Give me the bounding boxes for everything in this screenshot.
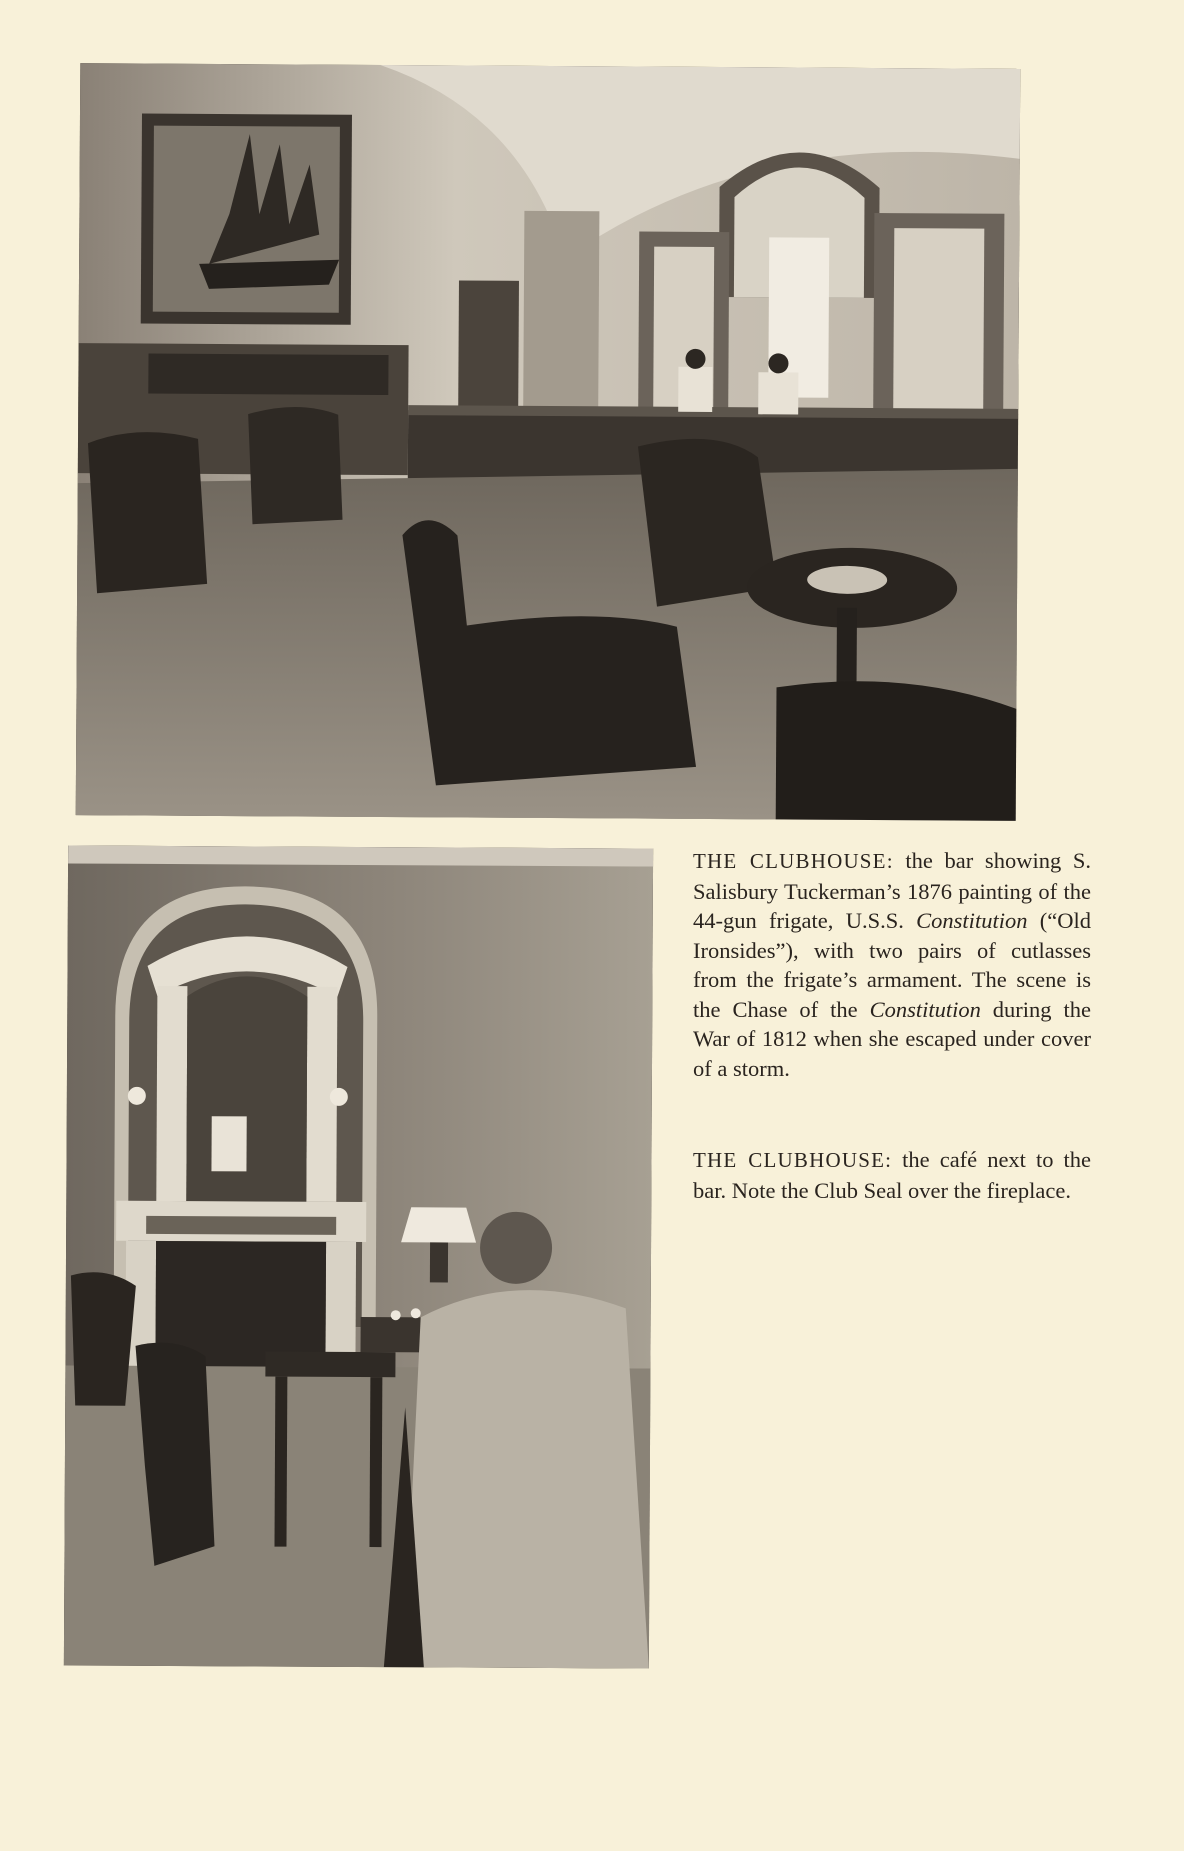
- caption-bar: [693, 846, 1091, 1083]
- caption-text: (“Old Ironsides”), with two pairs of cutlasses from the frigate’s armament. The scene is the Chase of the: [693, 908, 1091, 1022]
- cafe-photo-graphic: [64, 845, 653, 1668]
- photo-clubhouse-bar: [76, 63, 1021, 821]
- caption-text: the café next to the bar. Note the Club Seal over the fireplace.: [693, 1147, 1092, 1203]
- caption-text: during the War of 1812 when she escaped under cover of a storm.: [693, 996, 1091, 1081]
- caption-italic-ship-name: Constitution: [869, 996, 981, 1022]
- caption-italic-ship-name: Constitution: [916, 908, 1028, 933]
- caption-heading: THE CLUBHOUSE:: [693, 1148, 893, 1172]
- photo-clubhouse-cafe: [64, 845, 653, 1668]
- bar-photo-graphic: [76, 63, 1021, 821]
- caption-cafe: [693, 1145, 1091, 1205]
- caption-text: the bar showing S. Salisbury Tuckerman’s 1876 painting of the 44-gun frigate, U.S.S.: [693, 848, 1091, 933]
- caption-heading: THE CLUBHOUSE:: [693, 849, 894, 873]
